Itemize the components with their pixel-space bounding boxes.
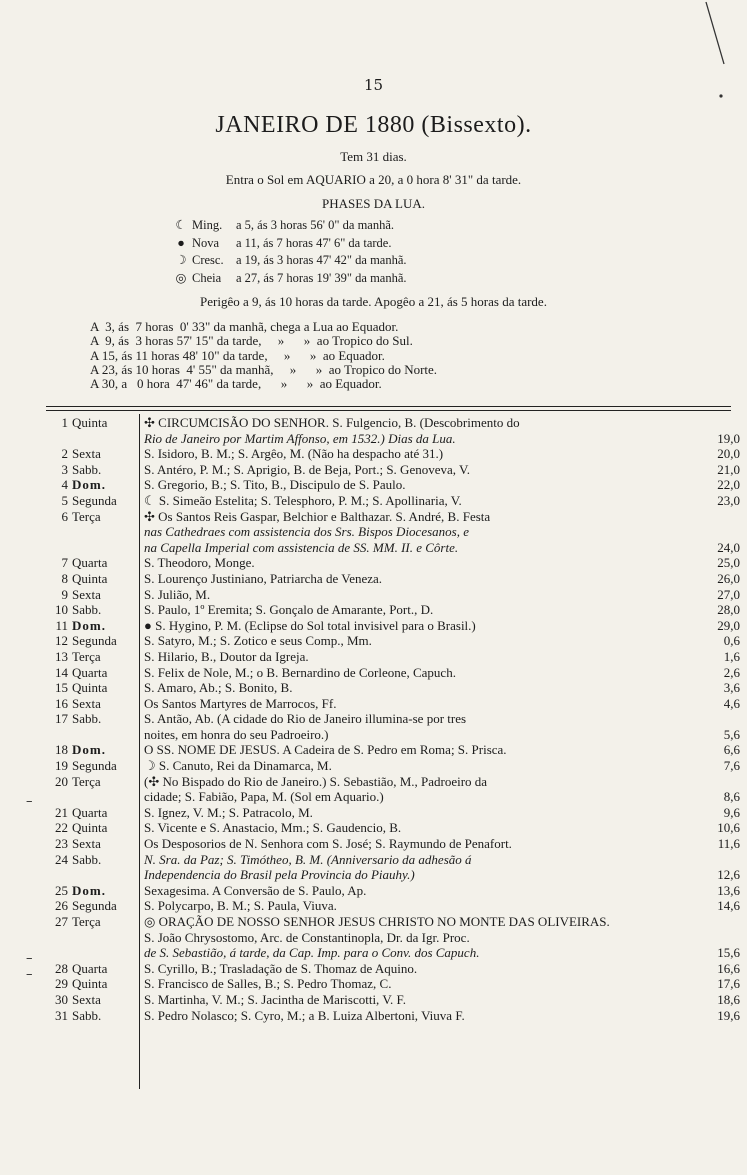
moon-phase-row (170, 217, 407, 235)
weekday: Segunda (72, 633, 117, 649)
weekday: Dom. (72, 882, 106, 898)
moon-age: 16,6 (717, 960, 740, 976)
day-entry (138, 976, 654, 992)
weekday: Quinta (72, 976, 108, 992)
day-entry (138, 820, 654, 836)
day-entry (138, 742, 654, 758)
equator-list (90, 320, 437, 391)
moon-phase-icon: ◎ (175, 270, 187, 285)
moon-age: 19,0 (717, 430, 740, 446)
day-number: 9 (61, 586, 68, 602)
day-row (46, 976, 740, 992)
moon-age: 24,0 (717, 539, 740, 555)
moon-age: 8,6 (723, 789, 740, 805)
day-entry (138, 1008, 654, 1024)
day-entry (138, 961, 654, 977)
weekday: Quinta (72, 570, 108, 586)
day-number: 1 (61, 415, 68, 430)
weekday: Sexta (72, 991, 101, 1007)
day-row (46, 446, 740, 462)
weekday: Quarta (72, 960, 108, 976)
days-note: Tem 31 dias. (340, 149, 407, 164)
entry-line: ✣ Os Santos Reis Gaspar, Belchior e Balthazar. S. André, B. Festa (144, 508, 491, 524)
day-entry (138, 758, 654, 774)
margin-pen-stroke (0, 0, 747, 120)
day-entry (138, 415, 654, 446)
moon-age: 19,6 (717, 1007, 740, 1023)
moon-age: 17,6 (717, 976, 740, 992)
day-number: 7 (61, 555, 68, 571)
moon-age: 6,6 (723, 742, 740, 758)
equator-line: A 15, ás 11 horas 48' 10" da tarde, » » ao Equador. (90, 347, 385, 363)
moon-phase-name: Cheia (192, 270, 222, 285)
day-number: 24 (55, 851, 68, 867)
day-number: 2 (61, 446, 68, 462)
moon-phase-time: a 19, ás 3 horas 47' 42" da manhã. (236, 253, 407, 267)
weekday: Quinta (72, 415, 108, 430)
day-entry (138, 633, 654, 649)
day-row (46, 1007, 740, 1024)
entry-line: S. Martinha, V. M.; S. Jacintha de Mariscotti, V. F. (144, 991, 406, 1007)
weekday: Sexta (72, 586, 101, 602)
day-entry (138, 680, 654, 696)
day-row (46, 758, 740, 774)
moon-age: 26,0 (717, 570, 740, 586)
weekday: Quinta (72, 820, 108, 836)
day-row (46, 836, 740, 852)
entry-line: S. Francisco de Salles, B.; S. Pedro Thomaz, C. (144, 976, 392, 992)
weekday: Quarta (72, 664, 108, 680)
day-row (46, 617, 740, 634)
day-row (46, 415, 740, 446)
moon-phase-time: a 27, ás 7 horas 19' 39" da manhã. (236, 270, 407, 285)
day-row (46, 633, 740, 649)
entry-line: ● S. Hygino, P. M. (Eclipse do Sol total invisivel para o Brasil.) (144, 617, 476, 633)
day-row (46, 477, 740, 493)
entry-line: O SS. NOME DE JESUS. A Cadeira de S. Pedro em Roma; S. Prisca. (144, 742, 507, 758)
day-number: 22 (55, 820, 68, 836)
weekday: Sexta (72, 836, 101, 852)
day-row (46, 680, 740, 696)
moon-age: 23,0 (717, 492, 740, 508)
day-number: 16 (55, 695, 68, 711)
day-number: 3 (61, 461, 68, 477)
day-entry (138, 914, 654, 961)
entry-line: N. Sra. da Paz; S. Timótheo, B. M. (Anniversario da adhesão á (144, 851, 472, 867)
entry-line: S. Satyro, M.; S. Zotico e seus Comp., Mm. (144, 633, 372, 649)
entry-line: S. Theodoro, Monge. (144, 555, 255, 571)
moon-age: 29,0 (717, 617, 740, 633)
day-number: 19 (55, 758, 68, 774)
entry-line: Sexagesima. A Conversão de S. Paulo, Ap. (144, 882, 367, 898)
weekday: Quarta (72, 804, 108, 820)
entry-line: S. Felix de Nole, M.; o B. Bernardino de Corleone, Capuch. (144, 664, 456, 680)
entry-line: (✣ No Bispado do Rio de Janeiro.) S. Sebastião, M., Padroeiro da (144, 773, 488, 789)
moon-phases-list (170, 217, 407, 287)
weekday: Dom. (72, 617, 106, 633)
moon-age: 21,0 (717, 461, 740, 477)
page-title: JANEIRO DE 1880 (Bissexto). (215, 112, 532, 138)
day-row (46, 648, 740, 665)
entry-line: nas Cathedraes com assistencia dos Srs. Bispos Diocesanos, e (144, 524, 469, 540)
day-row (46, 914, 740, 961)
moon-age: 28,0 (717, 602, 740, 618)
moon-age: 4,6 (723, 695, 740, 711)
entry-line: ✣ CIRCUMCISÃO DO SENHOR. S. Fulgencio, B. (Descobrimento do (144, 415, 520, 430)
day-row (46, 570, 740, 587)
day-row (46, 882, 740, 899)
day-number: 20 (55, 773, 68, 789)
day-entry (138, 836, 654, 852)
weekday: Sabb. (72, 461, 102, 477)
day-number: 23 (55, 836, 68, 852)
day-entry (138, 992, 654, 1008)
calendar-table (46, 415, 740, 1023)
moon-age: 25,0 (717, 555, 740, 571)
day-row (46, 960, 740, 977)
weekday: Terça (72, 914, 101, 929)
phases-heading: PHASES DA LUA. (322, 196, 425, 211)
day-entry (138, 618, 654, 634)
moon-phase-icon: ☾ (175, 218, 187, 232)
entry-line: ☽ S. Canuto, Rei da Dinamarca, M. (144, 758, 332, 774)
moon-age: 20,0 (717, 446, 740, 462)
moon-phase-row (170, 252, 407, 270)
day-number: 6 (61, 508, 68, 524)
day-number: 12 (55, 633, 68, 649)
entry-line: S. Pedro Nolasco; S. Cyro, M.; a B. Luiza Albertoni, Viuva F. (144, 1007, 465, 1023)
moon-age: 27,0 (717, 586, 740, 602)
entry-line: S. João Chrysostomo, Arc. de Constantinopla, Dr. da Igr. Proc. (144, 929, 470, 945)
day-number: 4 (61, 477, 68, 493)
entry-line: S. Polycarpo, B. M.; S. Paula, Viuva. (144, 898, 337, 914)
day-entry (138, 571, 654, 587)
entry-line: S. Isidoro, B. M.; S. Argêo, M. (Não ha despacho até 31.) (144, 446, 444, 462)
entry-line: S. Paulo, 1º Eremita; S. Gonçalo de Amarante, Port., D. (144, 602, 434, 618)
moon-phase-name: Ming. (192, 218, 223, 232)
entry-line: Os Desposorios de N. Senhora com S. José; S. Raymundo de Penafort. (144, 836, 512, 852)
moon-age: 2,6 (723, 664, 740, 680)
equator-line: A 3, ás 7 horas 0' 33" da manhã, chega a Lua ao Equador. (90, 319, 399, 334)
moon-age: 22,0 (717, 477, 740, 493)
weekday: Terça (72, 648, 101, 664)
moon-age: 0,6 (723, 633, 740, 649)
moon-phase-name: Nova (192, 235, 220, 250)
day-number: 18 (55, 742, 68, 758)
moon-age: 7,6 (723, 758, 740, 774)
weekday: Sabb. (72, 711, 102, 727)
day-row (46, 695, 740, 712)
day-number: 25 (55, 882, 68, 898)
weekday: Segunda (72, 898, 117, 914)
day-number: 5 (61, 492, 68, 508)
weekday: Segunda (72, 492, 117, 508)
day-entry (138, 711, 654, 742)
day-row (46, 851, 740, 883)
moon-age: 5,6 (723, 726, 740, 742)
moon-age: 13,6 (717, 882, 740, 898)
day-entry (138, 774, 654, 805)
page-number: 15 (363, 76, 384, 94)
day-row (46, 820, 740, 836)
day-entry (138, 898, 654, 914)
moon-age: 11,6 (717, 836, 740, 852)
day-entry (138, 555, 654, 571)
day-row (46, 804, 740, 821)
moon-age: 10,6 (717, 820, 740, 836)
day-number: 11 (55, 617, 68, 633)
entry-line: de S. Sebastião, á tarde, da Cap. Imp. para o Conv. dos Capuch. (144, 945, 480, 961)
day-row (46, 711, 740, 742)
equator-line: A 9, ás 3 horas 57' 15" da tarde, » » ao Tropico do Sul. (90, 333, 413, 349)
day-row (46, 492, 740, 509)
day-entry (138, 602, 654, 618)
entry-line: cidade; S. Fabião, Papa, M. (Sol em Aquario.) (144, 789, 384, 805)
day-entry (138, 446, 654, 462)
day-entry (138, 477, 654, 493)
entry-line: S. Ignez, V. M.; S. Patracolo, M. (144, 804, 313, 820)
entry-line: S. Julião, M. (144, 586, 211, 602)
moon-phase-time: a 11, ás 7 horas 47' 6" da tarde. (236, 235, 392, 250)
entry-line: S. Amaro, Ab.; S. Bonito, B. (144, 680, 293, 696)
margin-dash: – (26, 951, 33, 966)
day-row (46, 742, 740, 758)
day-number: 27 (55, 914, 68, 929)
weekday: Dom. (72, 742, 106, 758)
moon-age: 3,6 (723, 680, 740, 696)
weekday: Sabb. (72, 851, 102, 867)
margin-dash: – (26, 967, 33, 982)
moon-phase-row (170, 235, 407, 253)
equator-line: A 23, ás 10 horas 4' 55" da manhã, » » ao Tropico do Norte. (90, 361, 438, 377)
day-entry (138, 462, 654, 478)
moon-phase-row (170, 270, 407, 288)
day-entry (138, 649, 654, 665)
moon-phase-icon: ● (177, 235, 185, 250)
day-row (46, 991, 740, 1008)
weekday: Sabb. (72, 602, 102, 618)
day-entry (138, 665, 654, 681)
day-number: 17 (55, 711, 68, 727)
entry-line: Independencia do Brasil pela Provincia do Piauhy.) (144, 867, 415, 883)
day-row (46, 664, 740, 681)
day-entry (138, 805, 654, 821)
moon-phase-icon: ☽ (175, 253, 187, 267)
day-entry (138, 696, 654, 712)
day-row (46, 508, 740, 556)
entry-line: S. Antão, Ab. (A cidade do Rio de Janeiro illumina-se por tres (144, 711, 467, 727)
day-row (46, 602, 740, 618)
weekday: Sexta (72, 446, 101, 462)
day-row (46, 586, 740, 603)
day-number: 29 (55, 976, 68, 992)
margin-dash: – (26, 794, 33, 809)
day-number: 15 (55, 680, 68, 696)
entry-line: S. Cyrillo, B.; Trasladação de S. Thomaz de Aquino. (144, 960, 418, 976)
day-row (46, 555, 740, 571)
entry-line: S. Gregorio, B.; S. Tito, B., Discipulo de S. Paulo. (144, 477, 406, 493)
entry-line: Os Santos Martyres de Marrocos, Ff. (144, 695, 337, 711)
moon-age: 12,6 (717, 867, 740, 883)
moon-age: 15,6 (717, 945, 740, 961)
entry-line: ☾ S. Simeão Estelita; S. Telesphoro, P. M.; S. Apollinaria, V. (144, 492, 462, 508)
entry-line: Rio de Janeiro por Martim Affonso, em 1532.) Dias da Lua. (144, 430, 456, 446)
day-entry (138, 493, 654, 509)
weekday: Quarta (72, 555, 108, 571)
weekday: Terça (72, 773, 101, 789)
moon-age: 1,6 (723, 648, 740, 664)
moon-age: 18,6 (717, 991, 740, 1007)
double-rule-bottom (46, 410, 731, 411)
perigee-line: Perigêo a 9, ás 10 horas da tarde. Apogêo a 21, ás 5 horas da tarde. (200, 294, 547, 309)
day-number: 28 (55, 960, 68, 976)
sun-entry: Entra o Sol em AQUARIO a 20, a 0 hora 8' 31" da tarde. (225, 172, 522, 187)
day-row (46, 898, 740, 914)
day-row (46, 773, 740, 805)
entry-line: S. Antéro, P. M.; S. Aprigio, B. de Beja, Port.; S. Genoveva, V. (144, 461, 470, 477)
entry-line: S. Hilario, B., Doutor da Igreja. (144, 648, 309, 664)
double-rule-top (46, 406, 731, 407)
day-entry (138, 852, 654, 883)
entry-line: ◎ ORAÇÃO DE NOSSO SENHOR JESUS CHRISTO NO MONTE DAS OLIVEIRAS. (144, 914, 610, 929)
day-number: 10 (55, 602, 68, 618)
moon-age: 9,6 (723, 804, 740, 820)
day-number: 21 (55, 804, 68, 820)
moon-phase-name: Cresc. (192, 253, 224, 267)
day-number: 14 (55, 664, 68, 680)
equator-line: A 30, a 0 hora 47' 46" da tarde, » » ao Equador. (90, 376, 382, 392)
weekday: Sexta (72, 695, 101, 711)
day-number: 8 (61, 570, 68, 586)
day-number: 13 (55, 648, 68, 664)
day-number: 31 (55, 1007, 68, 1023)
day-row (46, 461, 740, 478)
weekday: Terça (72, 508, 101, 524)
entry-line: S. Lourenço Justiniano, Patriarcha de Veneza. (144, 570, 383, 586)
moon-phase-time: a 5, ás 3 horas 56' 0" da manhã. (236, 218, 395, 232)
weekday: Sabb. (72, 1007, 102, 1023)
entry-line: noites, em honra do seu Padroeiro.) (144, 726, 329, 742)
day-number: 26 (55, 898, 68, 914)
entry-line: S. Vicente e S. Anastacio, Mm.; S. Gaudencio, B. (144, 820, 402, 836)
day-entry (138, 587, 654, 603)
moon-age: 14,6 (717, 898, 740, 914)
weekday: Dom. (72, 477, 106, 493)
weekday: Segunda (72, 758, 117, 774)
day-entry (138, 509, 654, 556)
day-number: 30 (55, 991, 68, 1007)
weekday: Quinta (72, 680, 108, 696)
day-entry (138, 883, 654, 899)
entry-line: na Capella Imperial com assistencia de SS. MM. II. e Côrte. (144, 539, 459, 555)
